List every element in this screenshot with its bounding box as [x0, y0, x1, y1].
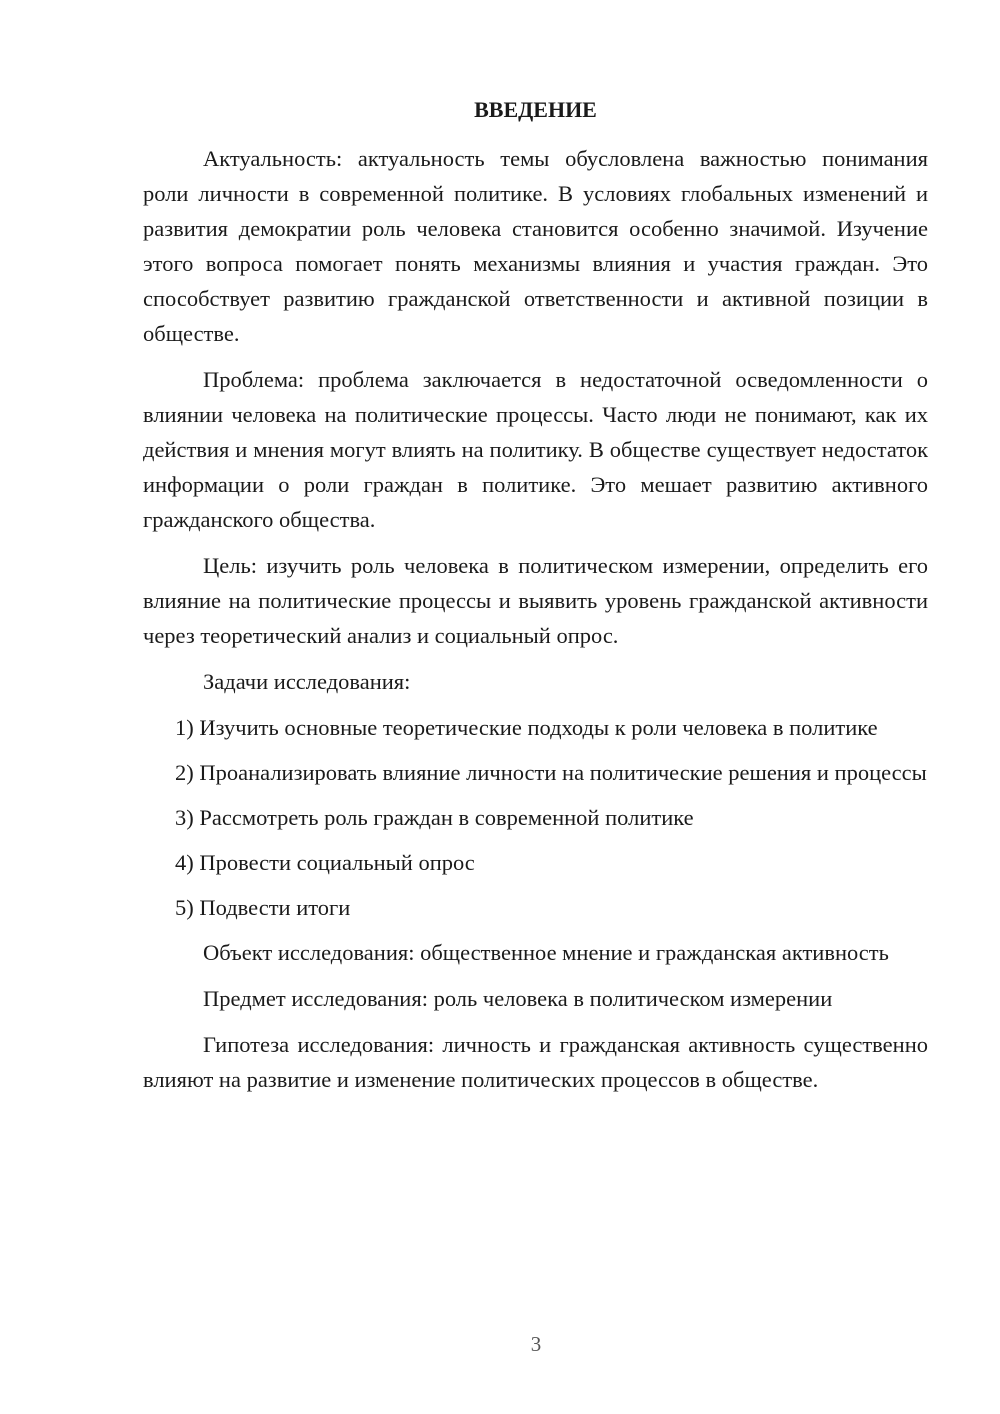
task-item: 5) Подвести итоги — [175, 895, 351, 920]
task-item: 2) Проанализировать влияние личности на политические решения и процессы — [175, 760, 927, 785]
task-item: 3) Рассмотреть роль граждан в современной политике — [175, 805, 694, 830]
hypothesis-paragraph: Гипотеза исследования: личность и гражданская активность существенно влияют на развитие и изменение политических процессов в обществе. — [143, 1032, 928, 1092]
goal-paragraph: Цель: изучить роль человека в политическом измерении, определить его влияние на политические процессы и выявить уровень гражданской активности через теоретический анализ и социальный опрос. — [143, 553, 928, 648]
research-subject-paragraph: Предмет исследования: роль человека в политическом измерении — [203, 986, 833, 1011]
task-item: 4) Провести социальный опрос — [175, 850, 475, 875]
page-number: 3 — [530, 1332, 542, 1356]
task-item: 1) Изучить основные теоретические подходы к роли человека в политике — [175, 715, 878, 740]
tasks-heading: Задачи исследования: — [203, 669, 411, 694]
research-object-paragraph: Объект исследования: общественное мнение и гражданская активность — [203, 940, 889, 965]
problem-paragraph: Проблема: проблема заключается в недостаточной осведомленности о влиянии человека на политические процессы. Часто люди не понимают, как их действия и мнения могут влиять на политику. В обществе существует недостаток информации о роли граждан в политике. Это мешает развитию активного гражданского общества. — [143, 367, 928, 532]
page-body — [143, 92, 928, 1108]
page-title: ВВЕДЕНИЕ — [474, 97, 597, 122]
relevance-paragraph: Актуальность: актуальность темы обусловлена важностью понимания роли личности в современной политике. В условиях глобальных изменений и развития демократии роль человека становится особенно значимой. Изучение этого вопроса помогает понять механизмы влияния и участия граждан. Это способствует развитию гражданской ответственности и активной позиции в обществе. — [143, 146, 928, 346]
